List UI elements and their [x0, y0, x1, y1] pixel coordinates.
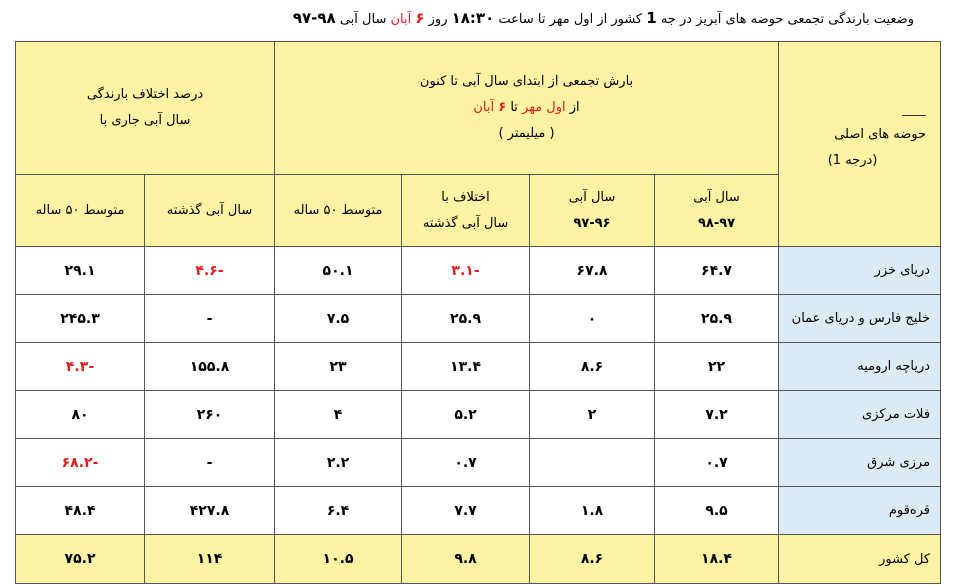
row-name: فلات مرکزی	[779, 391, 941, 439]
cell-difference: ۲۵.۹	[402, 295, 530, 343]
cell-pct-previous-year: ۱۱۴	[145, 535, 275, 584]
cell-previous-year: ۲	[530, 391, 655, 439]
cell-50yr-average: ۲.۲	[275, 439, 402, 487]
cell-previous-year	[530, 439, 655, 487]
cell-50yr-average: ۲۳	[275, 343, 402, 391]
table-row	[16, 535, 941, 584]
cell-difference: ۰.۷	[402, 439, 530, 487]
cell-pct-previous-year: -۴.۶	[145, 247, 275, 295]
cell-50yr-average: ۴	[275, 391, 402, 439]
cell-previous-year: ۸.۶	[530, 535, 655, 584]
cell-50yr-average: ۵۰.۱	[275, 247, 402, 295]
cell-pct-50yr-average: ۲۴۵.۳	[16, 295, 145, 343]
table-row	[16, 247, 941, 295]
cell-current-year: ۶۴.۷	[655, 247, 779, 295]
cell-pct-previous-year: ۱۵۵.۸	[145, 343, 275, 391]
page-title: وضعیت بارندگی تجمعی حوضه های آبریز در جه 1 کشور از اول مهر تا ساعت ۱۸:۳۰ روز ۶ آبان سال آبی ۹۸-۹۷	[292, 9, 914, 27]
cell-difference: ۷.۷	[402, 487, 530, 535]
row-name: قره‌قوم	[779, 487, 941, 535]
cell-difference: ۹.۸	[402, 535, 530, 584]
table-row	[16, 391, 941, 439]
cell-current-year: ۰.۷	[655, 439, 779, 487]
table-row	[16, 439, 941, 487]
col-pct-previous-year: سال آبی گذشته	[145, 175, 275, 247]
table-row	[16, 343, 941, 391]
cell-pct-50yr-average: -۴.۳	[16, 343, 145, 391]
cell-current-year: ۷.۲	[655, 391, 779, 439]
row-name: مرزی شرق	[779, 439, 941, 487]
cell-pct-previous-year: -	[145, 295, 275, 343]
cell-current-year: ۹.۵	[655, 487, 779, 535]
col-previous-year: سال آبی ۹۷-۹۶	[530, 175, 655, 247]
row-name: کل کشور	[779, 535, 941, 584]
cell-pct-50yr-average: ۷۵.۲	[16, 535, 145, 584]
row-name: دریای خزر	[779, 247, 941, 295]
cell-pct-50yr-average: -۶۸.۲	[16, 439, 145, 487]
col-current-year: سال آبی ۹۸-۹۷	[655, 175, 779, 247]
cell-pct-50yr-average: ۴۸.۴	[16, 487, 145, 535]
cell-pct-previous-year: -	[145, 439, 275, 487]
cell-pct-50yr-average: ۲۹.۱	[16, 247, 145, 295]
basin-header: حوضه های اصلی (درجه 1)	[779, 42, 941, 247]
cumulative-rain-header: بارش تجمعی از ابتدای سال آبی تا کنون از اول مهر تا ۶ آبان ( میلیمتر )	[275, 42, 779, 175]
cell-difference: ۱۳.۴	[402, 343, 530, 391]
row-name: خلیج فارس و دریای عمان	[779, 295, 941, 343]
cell-50yr-average: ۶.۴	[275, 487, 402, 535]
cell-previous-year: ۰	[530, 295, 655, 343]
cell-current-year: ۱۸.۴	[655, 535, 779, 584]
cell-current-year: ۲۵.۹	[655, 295, 779, 343]
cell-pct-previous-year: ۴۲۷.۸	[145, 487, 275, 535]
col-50yr-average: متوسط ۵۰ ساله	[275, 175, 402, 247]
row-name: دریاچه ارومیه	[779, 343, 941, 391]
cell-50yr-average: ۱۰.۵	[275, 535, 402, 584]
cell-previous-year: ۶۷.۸	[530, 247, 655, 295]
percent-diff-header: درصد اختلاف بارندگی سال آبی جاری با	[16, 42, 275, 175]
col-pct-50yr-average: متوسط ۵۰ ساله	[16, 175, 145, 247]
cell-previous-year: ۱.۸	[530, 487, 655, 535]
table-row	[16, 487, 941, 535]
cell-previous-year: ۸.۶	[530, 343, 655, 391]
table-row	[16, 295, 941, 343]
rainfall-table	[15, 41, 941, 584]
cell-current-year: ۲۲	[655, 343, 779, 391]
cell-50yr-average: ۷.۵	[275, 295, 402, 343]
cell-pct-50yr-average: ۸۰	[16, 391, 145, 439]
cell-difference: ۵.۲	[402, 391, 530, 439]
col-difference: اختلاف با سال آبی گذشته	[402, 175, 530, 247]
cell-pct-previous-year: ۲۶۰	[145, 391, 275, 439]
cell-difference: -۳.۱	[402, 247, 530, 295]
